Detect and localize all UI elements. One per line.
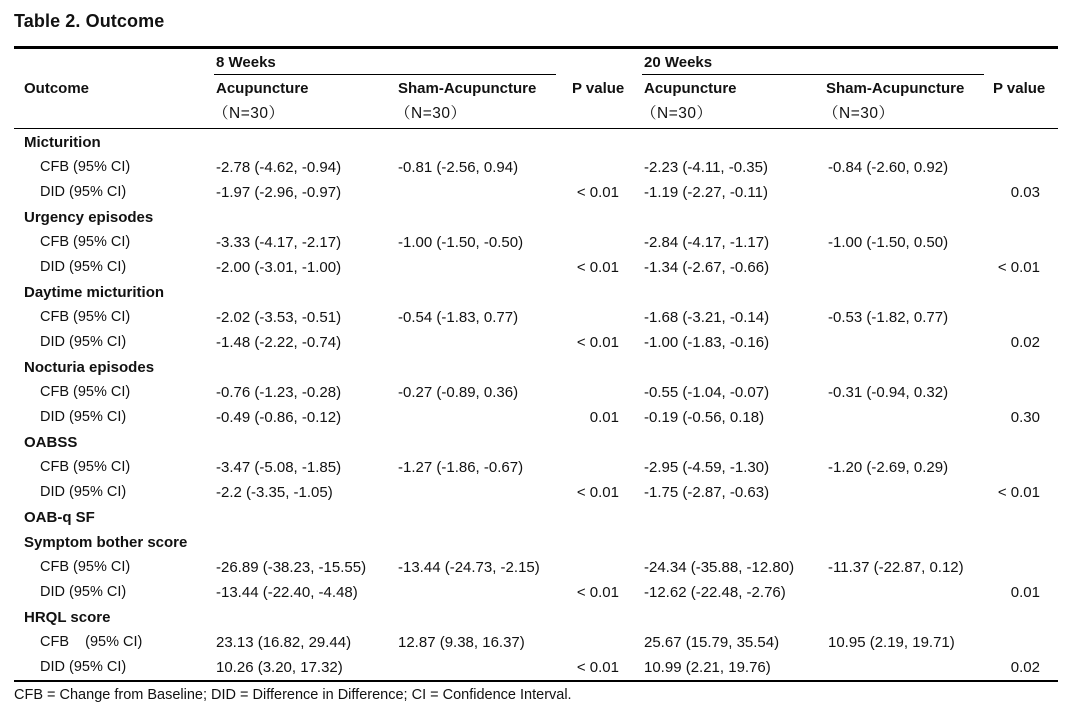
- col-n-20w-acupuncture: （N=30）: [641, 105, 713, 122]
- cell-8w-sham: -1.00 (-1.50, -0.50): [398, 234, 524, 251]
- cell-8w-pvalue: < 0.01: [576, 334, 619, 351]
- row-label: CFB (95% CI): [40, 459, 131, 475]
- section-label: Urgency episodes: [24, 209, 154, 226]
- table-row: [0, 155, 1080, 180]
- cell-8w-pvalue: < 0.01: [576, 484, 619, 501]
- group-header-20-weeks: 20 Weeks: [644, 54, 713, 71]
- cell-20w-sham: -11.37 (-22.87, 0.12): [828, 559, 964, 576]
- cell-8w-acupuncture: -3.47 (-5.08, -1.85): [216, 459, 342, 476]
- cell-8w-pvalue: < 0.01: [576, 584, 619, 601]
- cell-20w-pvalue: 0.02: [1010, 334, 1040, 351]
- cell-8w-pvalue: 0.01: [589, 409, 619, 426]
- cell-20w-pvalue: 0.02: [1010, 659, 1040, 676]
- table-row: [0, 330, 1080, 355]
- section-label: Daytime micturition: [24, 284, 165, 301]
- cell-8w-acupuncture: -2.78 (-4.62, -0.94): [216, 159, 342, 176]
- cell-20w-acupuncture: 25.67 (15.79, 35.54): [644, 634, 780, 651]
- table-row: [0, 180, 1080, 205]
- cell-20w-sham: -0.31 (-0.94, 0.32): [828, 384, 949, 401]
- group-rule-20-weeks: [642, 74, 984, 75]
- cell-20w-acupuncture: -1.34 (-2.67, -0.66): [644, 259, 770, 276]
- cell-20w-acupuncture: -2.23 (-4.11, -0.35): [644, 159, 768, 176]
- section-label: OAB-q SF: [24, 509, 95, 526]
- cell-20w-acupuncture: -12.62 (-22.48, -2.76): [644, 584, 786, 601]
- cell-8w-acupuncture: -2.2 (-3.35, -1.05): [216, 484, 333, 501]
- cell-20w-acupuncture: -2.84 (-4.17, -1.17): [644, 234, 770, 251]
- table-body: [0, 130, 1080, 680]
- cell-8w-sham: -0.81 (-2.56, 0.94): [398, 159, 519, 176]
- cell-20w-pvalue: < 0.01: [997, 259, 1040, 276]
- cell-8w-pvalue: < 0.01: [576, 659, 619, 676]
- cell-20w-sham: -0.84 (-2.60, 0.92): [828, 159, 949, 176]
- col-header-20w-acupuncture: Acupuncture: [644, 80, 737, 97]
- cell-8w-acupuncture: 10.26 (3.20, 17.32): [216, 659, 343, 676]
- group-header-8-weeks: 8 Weeks: [216, 54, 276, 71]
- table-row: [0, 580, 1080, 605]
- row-label: CFB (95% CI): [40, 634, 143, 650]
- cell-20w-acupuncture: -0.55 (-1.04, -0.07): [644, 384, 770, 401]
- cell-8w-acupuncture: -2.02 (-3.53, -0.51): [216, 309, 342, 326]
- cell-8w-acupuncture: -3.33 (-4.17, -2.17): [216, 234, 342, 251]
- group-rule-8-weeks: [214, 74, 556, 75]
- row-label: CFB (95% CI): [40, 159, 131, 175]
- row-label: CFB (95% CI): [40, 559, 131, 575]
- row-label: CFB (95% CI): [40, 309, 131, 325]
- cell-20w-acupuncture: -24.34 (-35.88, -12.80): [644, 559, 795, 576]
- section-label: OABSS: [24, 434, 78, 451]
- cell-20w-sham: -1.20 (-2.69, 0.29): [828, 459, 949, 476]
- cell-8w-sham: -0.27 (-0.89, 0.36): [398, 384, 519, 401]
- section-row: [0, 430, 1080, 455]
- outcome-column-header: Outcome: [24, 80, 90, 97]
- cell-20w-acupuncture: -1.75 (-2.87, -0.63): [644, 484, 770, 501]
- col-n-8w-sham: （N=30）: [395, 105, 467, 122]
- row-label: DID (95% CI): [40, 184, 127, 200]
- col-n-20w-sham: （N=30）: [823, 105, 895, 122]
- section-row: [0, 355, 1080, 380]
- cell-8w-acupuncture: 23.13 (16.82, 29.44): [216, 634, 352, 651]
- cell-20w-pvalue: 0.01: [1010, 584, 1040, 601]
- cell-8w-acupuncture: -13.44 (-22.40, -4.48): [216, 584, 358, 601]
- table-row: [0, 630, 1080, 655]
- row-label: DID (95% CI): [40, 334, 127, 350]
- table-footnote: CFB = Change from Baseline; DID = Difference in Difference; CI = Confidence Interval.: [14, 687, 572, 703]
- cell-8w-pvalue: < 0.01: [576, 184, 619, 201]
- cell-20w-pvalue: < 0.01: [997, 484, 1040, 501]
- row-label: CFB (95% CI): [40, 234, 131, 250]
- section-row: [0, 130, 1080, 155]
- cell-8w-acupuncture: -0.76 (-1.23, -0.28): [216, 384, 342, 401]
- cell-8w-acupuncture: -1.48 (-2.22, -0.74): [216, 334, 342, 351]
- table-row: [0, 455, 1080, 480]
- row-label: DID (95% CI): [40, 259, 127, 275]
- cell-8w-sham: -1.27 (-1.86, -0.67): [398, 459, 524, 476]
- table-row: [0, 555, 1080, 580]
- section-row: [0, 605, 1080, 630]
- header-rule: [14, 128, 1058, 129]
- cell-8w-pvalue: < 0.01: [576, 259, 619, 276]
- section-label: Micturition: [24, 134, 101, 151]
- section-label: Nocturia episodes: [24, 359, 155, 376]
- top-rule: [14, 46, 1058, 49]
- cell-20w-pvalue: 0.03: [1010, 184, 1040, 201]
- col-header-8w-sham: Sham-Acupuncture: [398, 80, 537, 97]
- col-header-8w-acupuncture: Acupuncture: [216, 80, 309, 97]
- cell-20w-acupuncture: -1.19 (-2.27, -0.11): [644, 184, 768, 201]
- table-row: [0, 380, 1080, 405]
- cell-20w-acupuncture: -1.68 (-3.21, -0.14): [644, 309, 770, 326]
- table-title: Table 2. Outcome: [14, 11, 165, 31]
- section-row: [0, 280, 1080, 305]
- table-row: [0, 480, 1080, 505]
- section-row: [0, 205, 1080, 230]
- cell-8w-acupuncture: -2.00 (-3.01, -1.00): [216, 259, 342, 276]
- cell-8w-sham: -13.44 (-24.73, -2.15): [398, 559, 540, 576]
- col-header-20w-pvalue: P value: [993, 80, 1046, 97]
- cell-8w-acupuncture: -0.49 (-0.86, -0.12): [216, 409, 342, 426]
- table-row: [0, 405, 1080, 430]
- row-label: DID (95% CI): [40, 584, 127, 600]
- col-header-20w-sham: Sham-Acupuncture: [826, 80, 965, 97]
- cell-8w-sham: 12.87 (9.38, 16.37): [398, 634, 525, 651]
- section-row: [0, 505, 1080, 530]
- section-label: HRQL score: [24, 609, 111, 626]
- row-label: CFB (95% CI): [40, 384, 131, 400]
- section-row: [0, 530, 1080, 555]
- cell-20w-sham: -0.53 (-1.82, 0.77): [828, 309, 949, 326]
- cell-20w-sham: -1.00 (-1.50, 0.50): [828, 234, 949, 251]
- section-label: Symptom bother score: [24, 534, 188, 551]
- cell-20w-pvalue: 0.30: [1010, 409, 1040, 426]
- cell-20w-sham: 10.95 (2.19, 19.71): [828, 634, 955, 651]
- cell-8w-acupuncture: -1.97 (-2.96, -0.97): [216, 184, 342, 201]
- cell-8w-acupuncture: -26.89 (-38.23, -15.55): [216, 559, 367, 576]
- cell-20w-acupuncture: 10.99 (2.21, 19.76): [644, 659, 771, 676]
- table-row: [0, 255, 1080, 280]
- table-row: [0, 230, 1080, 255]
- row-label: DID (95% CI): [40, 484, 127, 500]
- cell-8w-sham: -0.54 (-1.83, 0.77): [398, 309, 519, 326]
- cell-20w-acupuncture: -1.00 (-1.83, -0.16): [644, 334, 770, 351]
- col-header-8w-pvalue: P value: [572, 80, 625, 97]
- cell-20w-acupuncture: -2.95 (-4.59, -1.30): [644, 459, 770, 476]
- row-label: DID (95% CI): [40, 659, 127, 675]
- bottom-rule: [14, 680, 1058, 682]
- table-row: [0, 305, 1080, 330]
- col-n-8w-acupuncture: （N=30）: [213, 105, 285, 122]
- cell-20w-acupuncture: -0.19 (-0.56, 0.18): [644, 409, 765, 426]
- row-label: DID (95% CI): [40, 409, 127, 425]
- table-row: [0, 655, 1080, 680]
